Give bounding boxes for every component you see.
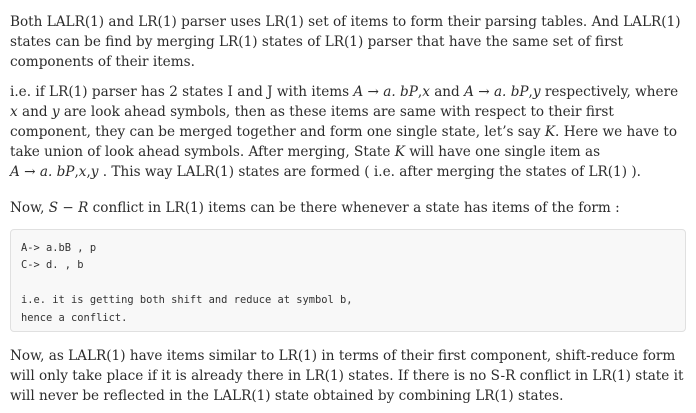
math-item-y — [464, 84, 540, 100]
math-lookahead-x: x — [78, 164, 87, 180]
math-state-k: K — [544, 124, 556, 140]
text-segment: Now, — [10, 200, 49, 216]
math-production: A → a. bP — [464, 84, 529, 100]
text-segment: and — [429, 84, 465, 100]
text-segment: conflict in LR(1) items can be there whenever a state has items of the form : — [88, 200, 620, 216]
code-line: C-> d. , b — [21, 259, 84, 271]
math-lookahead-y: y — [532, 84, 541, 100]
math-lookahead-x: x — [422, 84, 430, 100]
paragraph-merging-example — [10, 82, 686, 182]
paragraph-sr-conflict — [10, 198, 686, 218]
text-segment: respectively, where — [540, 84, 679, 100]
math-comma: , — [417, 84, 423, 100]
math-state-k: K — [394, 144, 405, 160]
text-segment: and — [17, 104, 52, 120]
text-segment: . Here we have to take union of look ahead symbols. After merging, State — [10, 124, 678, 160]
math-symbol-x: x — [10, 104, 18, 120]
text-segment: are look ahead symbols, then as these items are same with respect to their first component, they can be merged together and form one single state, let’s say — [10, 104, 614, 140]
code-line: i.e. it is getting both shift and reduce at symbol b, — [21, 294, 353, 306]
math-item-x — [353, 84, 429, 100]
code-line: hence a conflict. — [21, 312, 128, 324]
math-production: A → a. bP — [353, 84, 418, 100]
text-segment: . This way LALR(1) states are formed ( i.e. after merging the states of LR(1) ). — [98, 164, 641, 180]
code-line: A-> a.bB , p — [21, 242, 97, 254]
math-production: A → a. bP — [10, 164, 75, 180]
text-segment: i.e. if LR(1) parser has 2 states I and J with items — [10, 84, 354, 100]
paragraph-intro — [10, 12, 686, 72]
math-symbol-y: y — [51, 104, 60, 120]
math-s-r: S − R — [48, 200, 89, 216]
paragraph-conclusion — [10, 346, 686, 406]
math-comma: , — [74, 164, 79, 180]
paragraph-intro-text: Both LALR(1) and LR(1) parser uses LR(1) set of items to form their parsing tables. And LALR(1) states can be find by merging LR(1) states of LR(1) parser that have the same set of first components of their items. — [10, 14, 681, 70]
code-block — [10, 229, 686, 332]
math-comma: , — [528, 84, 533, 100]
paragraph-conclusion-text: Now, as LALR(1) have items similar to LR(1) in terms of their first component, shift-reduce form will only take place if it is already there in LR(1) states. If there is no S-R conflict in LR(1) state it will never be reflected in the LALR(1) state obtained by combining LR(1) states. — [10, 348, 684, 404]
math-merged-item — [10, 164, 98, 180]
math-comma: , — [86, 164, 91, 180]
math-lookahead-y: y — [90, 164, 99, 180]
text-segment: will have one single item as — [404, 144, 601, 160]
